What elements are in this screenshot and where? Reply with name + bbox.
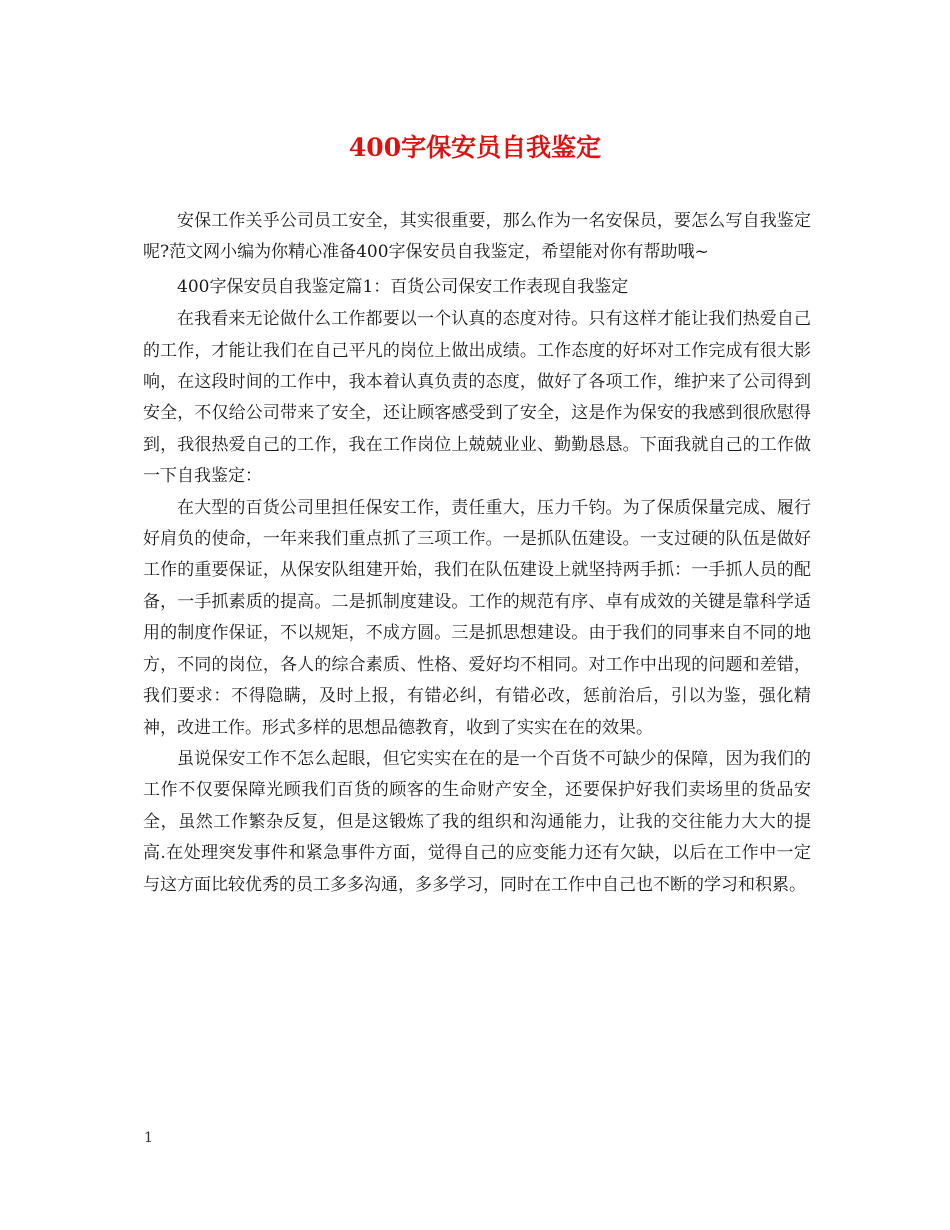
section-heading: 400字保安员自我鉴定篇1：百货公司保安工作表现自我鉴定 — [177, 276, 629, 297]
body-paragraph: 在我看来无论做什么工作都要以一个认真的态度对待。只有这样才能让我们热爱自己的工作，才能让我们在自己平凡的岗位上做出成绩。工作态度的好坏对工作完成有很大影响，在这段时间的工作中，我本着认真负责的态度，做好了各项工作，维护来了公司得到安全，不仅给公司带来了安全，还让顾客感受到了安全，这是作为保安的我感到很欣慰得到，我很热爱自己的工作，我在工作岗位上兢兢业业、勤勤恳恳。下面我就自己的工作做一下自我鉴定： — [143, 309, 811, 487]
page-number: 1 — [144, 1130, 153, 1146]
document-title: 400字保安员自我鉴定 — [348, 133, 602, 162]
body-paragraph: 虽说保安工作不怎么起眼，但它实实在在的是一个百货不可缺少的保障，因为我们的工作不仅要保障光顾我们百货的顾客的生命财产安全，还要保护好我们卖场里的货品安全，虽然工作繁杂反复，但是这锻炼了我的组织和沟通能力，让我的交往能力大大的提高.在处理突发事件和紧急事件方面，觉得自己的应变能力还有欠缺，以后在工作中一定与这方面比较优秀的员工多多沟通，多多学习，同时在工作中自己也不断的学习和积累。 — [143, 748, 811, 895]
document-body — [143, 206, 811, 901]
body-paragraph: 在大型的百货公司里担任保安工作，责任重大，压力千钧。为了保质保量完成、履行好肩负的使命，一年来我们重点抓了三项工作。一是抓队伍建设。一支过硬的队伍是做好工作的重要保证，从保安队组建开始，我们在队伍建设上就坚持两手抓：一手抓人员的配备，一手抓素质的提高。二是抓制度建设。工作的规范有序、卓有成效的关键是靠科学适用的制度作保证，不以规矩，不成方圆。三是抓思想建设。由于我们的同事来自不同的地方，不同的岗位，各人的综合素质、性格、爱好均不相同。对工作中出现的问题和差错，我们要求：不得隐瞒，及时上报，有错必纠，有错必改，惩前治后，引以为鉴，强化精神，改进工作。形式多样的思想品德教育，收到了实实在在的效果。 — [143, 497, 811, 738]
intro-paragraph: 安保工作关乎公司员工安全，其实很重要，那么作为一名安保员，要怎么写自我鉴定呢?范文网小编为你精心准备400字保安员自我鉴定，希望能对你有帮助哦~ — [143, 211, 811, 263]
